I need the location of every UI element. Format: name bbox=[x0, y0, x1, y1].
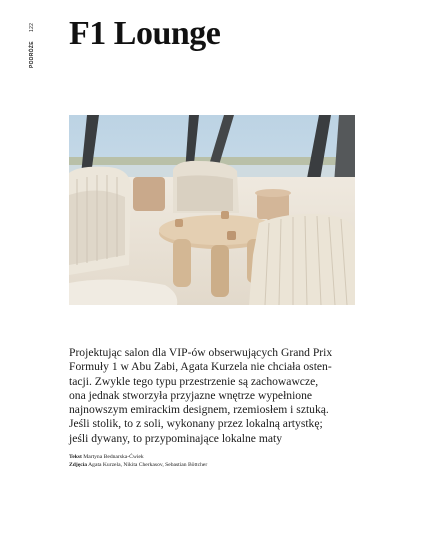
credits bbox=[69, 453, 207, 469]
photo-credit bbox=[69, 461, 207, 469]
lounge-photo bbox=[69, 115, 355, 305]
lead-line: tacji. Zwykle tego typu przestrzenie są zachowawcze, bbox=[69, 374, 319, 388]
section-name: PODRÓŻE bbox=[29, 41, 35, 68]
lead-line: ona jednak stworzyła przyjazne wnętrze wypełnione bbox=[69, 388, 313, 402]
article-lead bbox=[69, 346, 369, 446]
lead-line: Formuły 1 w Abu Zabi, Agata Kurzela nie chciała osten- bbox=[69, 360, 332, 374]
photo-credit-authors: Agata Kurzela, Nikita Cherkasov, Sebastian Böttcher bbox=[88, 462, 208, 468]
section-label bbox=[29, 20, 39, 72]
text-credit bbox=[69, 453, 207, 461]
article-title: F1 Lounge bbox=[69, 15, 221, 52]
photo-credit-label: Zdjęcia bbox=[69, 462, 88, 468]
text-credit-author: Martyna Bednarska-Ćwiek bbox=[83, 454, 144, 460]
lead-line: jeśli dywany, to przypominające lokalne maty bbox=[69, 431, 283, 445]
lead-line: Projektując salon dla VIP-ów obserwujących Grand Prix bbox=[69, 346, 333, 359]
lead-line: najnowszym emirackim designem, rzemiosłem i sztuką. bbox=[69, 403, 329, 417]
page-number: 122 bbox=[29, 22, 35, 32]
lead-line: Jeśli stolik, to z soli, wykonany przez lokalną artystkę; bbox=[69, 417, 323, 431]
text-credit-label: Tekst bbox=[69, 454, 82, 460]
lounge-photo-illustration bbox=[69, 115, 355, 305]
